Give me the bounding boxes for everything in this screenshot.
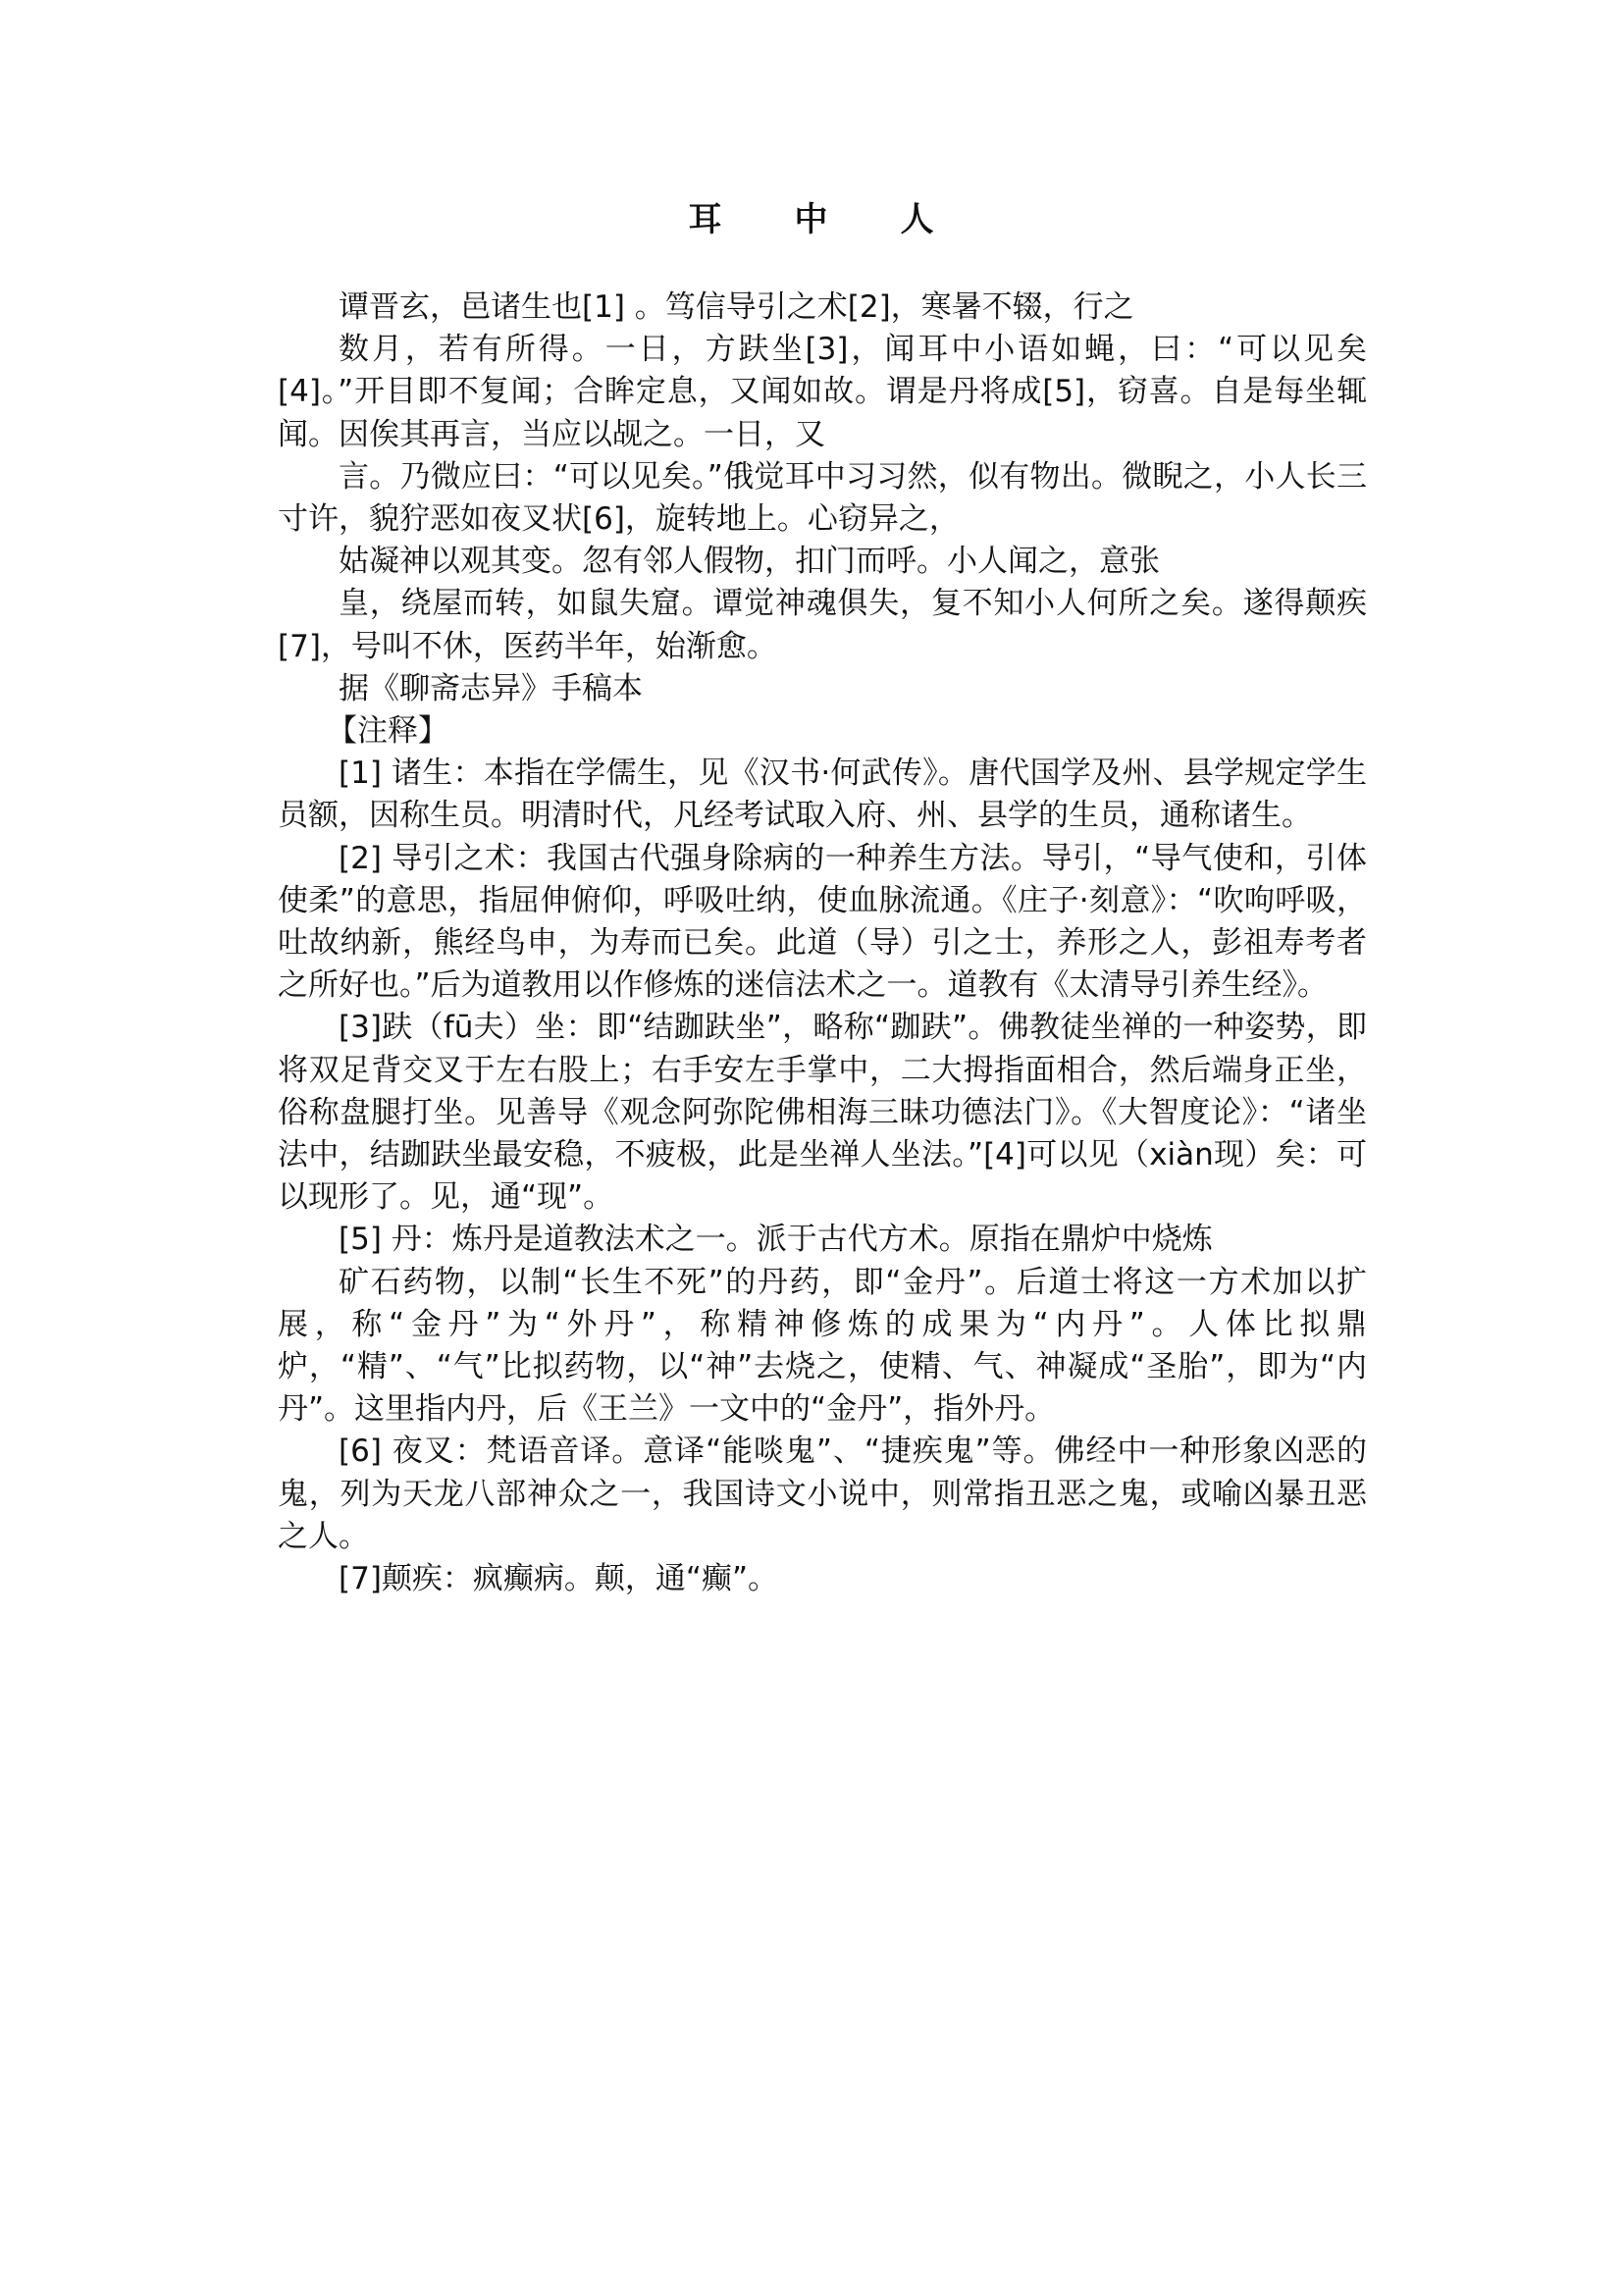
story-paragraph: 姑凝神以观其变。忽有邻人假物，扣门而呼。小人闻之，意张 xyxy=(339,544,1160,580)
story-paragraph: 皇，绕屋而转，如鼠失窟。谭觉神魂俱失，复不知小人何所之矣。遂得颠疾[7]，号叫不休，医药半年，始渐愈。 xyxy=(278,586,1367,664)
story-paragraph: 言。乃微应曰：“可以见矣。”俄觉耳中习习然，似有物出。微睨之，小人长三寸许，貌狞恶如夜叉状[6]，旋转地上。心窃异之， xyxy=(278,458,1367,538)
source-citation: 据《聊斋志异》手稿本 xyxy=(339,670,643,706)
document-title: 耳 中 人 xyxy=(688,200,936,239)
story-paragraph: 谭晋玄，邑诸生也[1] 。笃信导引之术[2]，寒暑不辍，行之 xyxy=(339,289,1134,325)
notes-heading: 【注释】 xyxy=(327,713,448,750)
note-item: [3]趺（fū夫）坐：即“结跏趺坐”，略称“跏趺”。佛教徒坐禅的一种姿势，即将双足背交叉于左右股上；右手安左手掌中，二大拇指面相合，然后端身正坐，俗称盘腿打坐。见善导《观念阿弥陀佛相海三昧功德法门》。《大智度论》：“诸坐法中，结跏趺坐最安稳，不疲极，此是坐禅人坐法。”[4]可以见（xiàn现）矣：可以现形了。见，通“现”。 xyxy=(278,1010,1367,1216)
note-item: [6] 夜叉：梵语音译。意译“能啖鬼”、“捷疾鬼”等。佛经中一种形象凶恶的鬼，列为天龙八部神众之一，我国诗文小说中，则常指丑恶之鬼，或喻凶暴丑恶之人。 xyxy=(278,1434,1367,1554)
note-item: [2] 导引之术：我国古代强身除病的一种养生方法。导引，“导气使和，引体使柔”的意思，指屈伸俯仰，呼吸吐纳，使血脉流通。《庄子·刻意》：“吹呴呼吸，吐故纳新，熊经鸟申，为寿而已矣。此道（导）引之士，养形之人，彭祖寿考者之所好也。”后为道教用以作修炼的迷信法术之一。道教有《太清导引养生经》。 xyxy=(278,840,1367,1004)
note-item: [5] 丹：炼丹是道教法术之一。派于古代方术。原指在鼎炉中烧炼 xyxy=(339,1222,1213,1258)
document-body xyxy=(278,287,1367,1600)
note-item: [1] 诸生：本指在学儒生，见《汉书·何武传》。唐代国学及州、县学规定学生员额，因称生员。明清时代，凡经考试取入府、州、县学的生员，通称诸生。 xyxy=(278,756,1367,834)
note-item: 矿石药物，以制“长生不死”的丹药，即“金丹”。后道士将这一方术加以扩展，称“金丹”为“外丹”，称精神修炼的成果为“内丹”。人体比拟鼎炉，“精”、“气”比拟药物，以“神”去烧之，使精、气、神凝成“圣胎”，即为“内丹”。这里指内丹，后《王兰》一文中的“金丹”，指外丹。 xyxy=(278,1264,1367,1428)
story-paragraph: 数月，若有所得。一日，方趺坐[3]，闻耳中小语如蝇，曰：“可以见矣[4]。”开目即不复闻；合眸定息，又闻如故。谓是丹将成[5]，窃喜。自是每坐辄闻。因俟其再言，当应以觇之。一日，又 xyxy=(278,332,1367,452)
note-item: [7]颠疾：疯癫病。颠，通“癫”。 xyxy=(339,1561,779,1597)
